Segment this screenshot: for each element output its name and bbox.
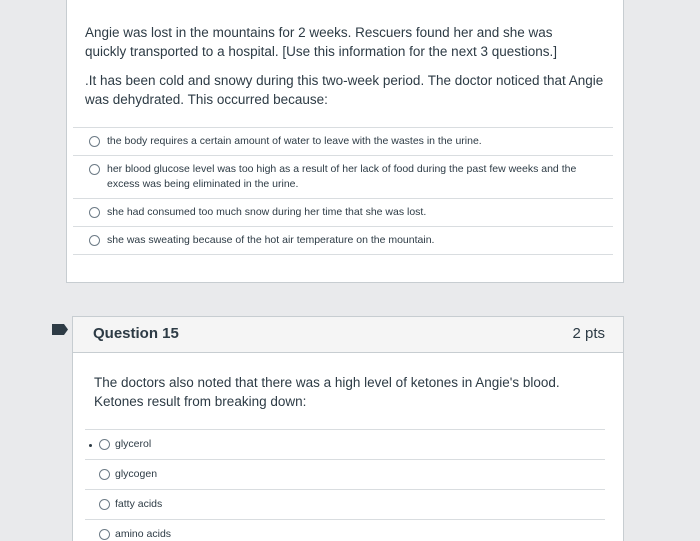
radio-button[interactable]	[89, 207, 100, 218]
radio-button[interactable]	[89, 136, 100, 147]
answer-option[interactable]	[73, 198, 613, 226]
answer-option[interactable]	[85, 489, 605, 519]
question-14-card	[66, 0, 624, 283]
answer-label: fatty acids	[115, 498, 163, 510]
question-14-answers	[73, 127, 613, 255]
answer-label: amino acids	[115, 528, 172, 540]
radio-button[interactable]	[89, 235, 100, 246]
radio-button[interactable]	[89, 164, 100, 175]
answer-label: the body requires a certain amount of water to leave with the wastes in the urine.	[107, 135, 482, 147]
radio-button[interactable]	[99, 439, 110, 450]
answer-label: glycogen	[115, 468, 158, 480]
answer-option[interactable]	[85, 429, 605, 459]
radio-button[interactable]	[99, 499, 110, 510]
question-15-answers	[85, 429, 605, 541]
answer-label: she had consumed too much snow during her time that she was lost.	[107, 206, 427, 218]
question-points: 2 pts	[572, 325, 605, 342]
question-14-stem: .It has been cold and snowy during this two-week period. The doctor noticed that Angie was dehydrated. This occurred because:	[85, 73, 604, 107]
bookmark-flag-icon[interactable]	[52, 324, 68, 335]
radio-button[interactable]	[99, 529, 110, 540]
answer-label: she was sweating because of the hot air temperature on the mountain.	[107, 234, 435, 246]
question-header	[73, 317, 623, 353]
answer-option[interactable]	[85, 519, 605, 541]
answer-label: her blood glucose level was too high as a result of her lack of food during the past few weeks and the excess was being eliminated in the urine.	[107, 163, 577, 190]
question-15-card	[72, 316, 624, 541]
answer-label: glycerol	[115, 438, 152, 450]
answer-option[interactable]	[73, 226, 613, 255]
radio-button[interactable]	[99, 469, 110, 480]
question-15-stem: The doctors also noted that there was a high level of ketones in Angie's blood. Ketones result from breaking down:	[94, 375, 560, 409]
question-title: Question 15	[93, 325, 179, 342]
scenario-intro: Angie was lost in the mountains for 2 weeks. Rescuers found her and she was quickly transported to a hospital. [Use this information for the next 3 questions.]	[85, 25, 557, 59]
answer-option[interactable]	[85, 459, 605, 489]
answer-option[interactable]	[73, 155, 613, 198]
answer-option[interactable]	[73, 127, 613, 155]
